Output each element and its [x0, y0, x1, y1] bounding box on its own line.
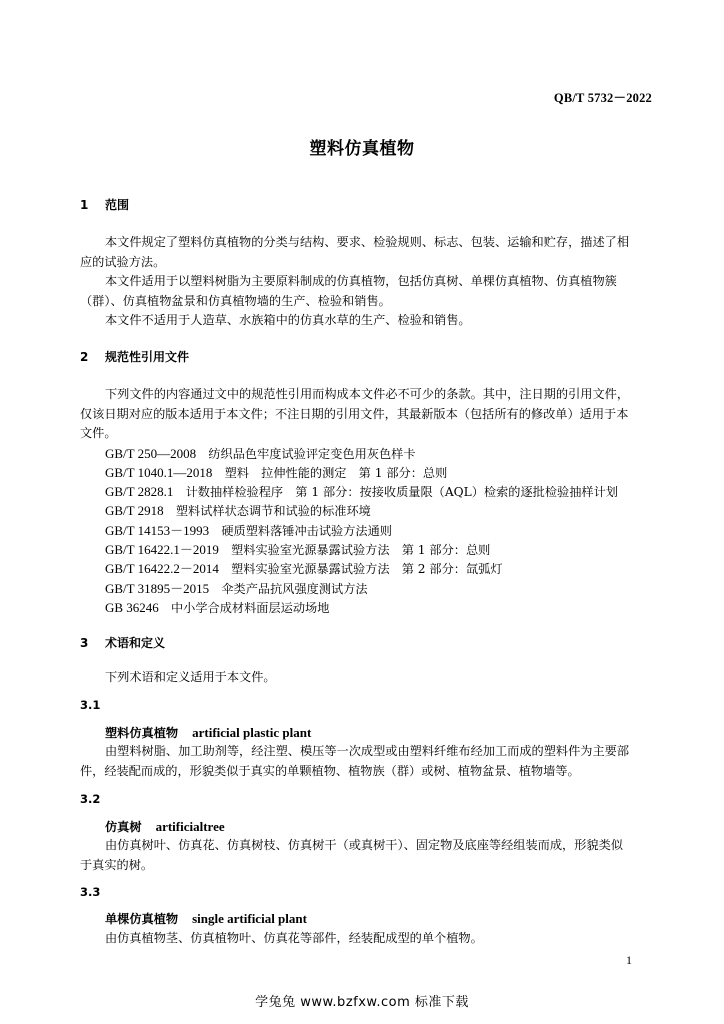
reference-title: 计数抽样检验程序 第 1 部分：按接收质量限（AQL）检索的逐批检验抽样计划 [185, 485, 618, 499]
text-line: 由仿真树叶、仿真花、仿真树枝、仿真树干（或真树干）、固定物及底座等经组装而成，形貌类似 [105, 838, 623, 852]
term-chinese: 单棵仿真植物 [105, 912, 179, 926]
reference-title: 硬质塑料落锤冲击试验方法通则 [221, 524, 392, 538]
text-line: 下列文件的内容通过文中的规范性引用而构成本文件必不可少的条款。其中，注日期的引用文件， [105, 387, 630, 401]
text-line: 由仿真植物茎、仿真植物叶、仿真花等部件，经装配成型的单个植物。 [105, 931, 483, 945]
reference-title: 纺织品色牢度试验评定变色用灰色样卡 [208, 447, 416, 461]
section-1-heading [80, 196, 129, 213]
term-english: single artificial plant [192, 911, 307, 926]
text-line: 于真实的树。 [80, 857, 154, 872]
reference-item [105, 579, 665, 600]
text-line: 件，经装配而成的，形貌类似于真实的单颗植物、植物族（群）或树、植物盆景、植物墙等。 [80, 763, 580, 778]
reference-title: 伞类产品抗风强度测试方法 [221, 582, 368, 596]
reference-title: 塑料试样状态调节和试验的标准环境 [175, 504, 371, 518]
term-definition [80, 742, 656, 781]
reference-code: GB/T 16422.2－2014 [105, 561, 219, 576]
scope-paragraph-1 [80, 233, 656, 272]
reference-item [105, 598, 665, 619]
reference-code: GB/T 31895－2015 [105, 581, 210, 596]
section-number: 3 [80, 636, 89, 650]
term-number: 3.1 [80, 698, 101, 712]
text-line: 本文件适用于以塑料树脂为主要原料制成的仿真植物，包括仿真树、单棵仿真植物、仿真植物簇 [105, 274, 617, 288]
term-entry [105, 724, 311, 741]
page-number: 1 [626, 953, 632, 967]
reference-item [105, 559, 665, 580]
term-entry [105, 910, 307, 927]
terms-intro: 下列术语和定义适用于本文件。 [105, 670, 276, 684]
term-entry [105, 818, 225, 835]
term-number: 3.2 [80, 792, 101, 806]
section-title: 规范性引用文件 [105, 350, 190, 364]
reference-code: GB/T 16422.1－2019 [105, 542, 219, 557]
references-intro [80, 385, 656, 444]
term-english: artificialtree [155, 819, 225, 834]
text-line: 由塑料树脂、加工助剂等，经注塑、模压等一次成型或由塑料纤维布经加工而成的塑料件为主要部 [105, 744, 630, 758]
reference-title: 中小学合成材料面层运动场地 [171, 601, 330, 615]
reference-item [105, 501, 665, 522]
scope-paragraph-2 [80, 272, 656, 311]
section-number: 1 [80, 198, 89, 212]
scope-paragraph-3: 本文件不适用于人造草、水族箱中的仿真水草的生产、检验和销售。 [105, 313, 471, 327]
reference-code: GB/T 250—2008 [105, 446, 197, 461]
reference-code: GB/T 2828.1 [105, 484, 174, 499]
term-english: artificial plastic plant [192, 725, 312, 740]
text-line: 仅该日期对应的版本适用于本文件；不注日期的引用文件，其最新版本（包括所有的修改单）适用于本 [80, 406, 629, 421]
text-line: 本文件规定了塑料仿真植物的分类与结构、要求、检验规则、标志、包装、运输和贮存，描述了相 [105, 235, 630, 249]
reference-item [105, 444, 665, 465]
reference-item [105, 463, 665, 484]
reference-title: 塑料 拉伸性能的测定 第 1 部分：总则 [224, 466, 448, 480]
document-title: 塑料仿真植物 [309, 139, 415, 159]
watermark-footer: 学兔兔 www.bzfxw.com 标准下载 [255, 995, 469, 1010]
reference-code: GB/T 1040.1—2018 [105, 465, 213, 480]
section-3-heading [80, 634, 165, 651]
text-line: 文件。 [80, 426, 117, 441]
section-title: 范围 [105, 198, 130, 212]
term-definition [80, 836, 656, 875]
reference-title: 塑料实验室光源暴露试验方法 第 2 部分：氙弧灯 [231, 562, 503, 576]
reference-code: GB 36246 [105, 600, 159, 615]
standard-number: QB/T 5732－2022 [553, 91, 652, 105]
reference-title: 塑料实验室光源暴露试验方法 第 1 部分：总则 [231, 543, 491, 557]
term-chinese: 仿真树 [105, 820, 142, 834]
section-2-heading [80, 348, 189, 365]
term-number: 3.3 [80, 885, 101, 899]
reference-item [105, 521, 665, 542]
section-number: 2 [80, 350, 89, 364]
term-definition [80, 929, 656, 949]
text-line: 应的试验方法。 [80, 254, 166, 269]
section-title: 术语和定义 [105, 636, 166, 650]
reference-code: GB/T 2918 [105, 503, 164, 518]
reference-item [105, 482, 665, 503]
term-chinese: 塑料仿真植物 [105, 726, 179, 740]
reference-code: GB/T 14153－1993 [105, 523, 210, 538]
text-line: （群）、仿真植物盆景和仿真植物墙的生产、检验和销售。 [80, 293, 391, 308]
reference-item [105, 540, 665, 561]
